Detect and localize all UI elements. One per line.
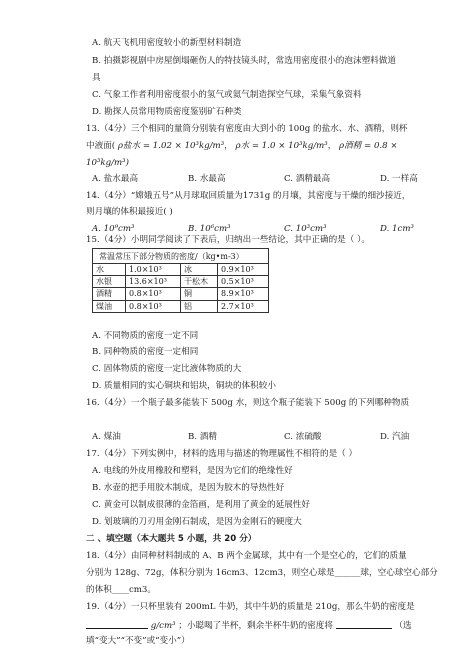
table-row xyxy=(93,288,269,300)
table-cell: 酒精 xyxy=(93,288,126,300)
q16-stem: 16.（4分）一个瓶子最多能装下 500g 水，则这个瓶子能装下 500g 的下列哪种物质 xyxy=(86,398,410,408)
q17-option-c: C. 黄金可以制成很薄的金箔画，是利用了黄金的延展性好 xyxy=(92,500,310,510)
table-cell: 煤油 xyxy=(93,300,126,312)
q12-option-c: C. 气象工作者利用密度很小的氢气或氦气制造探空气球，采集气象资料 xyxy=(92,90,362,100)
q14-option-d: D. 1cm³ xyxy=(380,224,414,234)
q16-option-c: C. 浓硫酸 xyxy=(284,432,322,442)
q13-stem-line3: 10³kg/m³) xyxy=(86,158,129,168)
table-cell: 冰 xyxy=(181,264,218,276)
q12-option-b-line2: 具 xyxy=(92,73,101,83)
table-cell: 1.0×10³ xyxy=(126,264,181,276)
q15-option-d: D. 质量相同的实心铜块和铝块，铜块的体积较小 xyxy=(92,381,276,391)
q15-option-b: B. 同种物质的密度一定相同 xyxy=(92,347,199,357)
table-cell: 0.8×10³ xyxy=(126,288,181,300)
table-cell: 0.8×10³ xyxy=(126,300,181,312)
q13-stem-line1: 13.（4分）三个相同的量筒分别装有密度由大到小的 100g 的盐水、水、酒精，则杯 xyxy=(86,124,408,134)
q16-option-b: B. 酒精 xyxy=(188,432,217,442)
density-table xyxy=(92,248,269,313)
q14-stem-line2: 则月壤的体积最接近( ) xyxy=(86,207,173,217)
q13-option-b: B. 水最高 xyxy=(188,174,226,184)
q12-option-a: A. 航天飞机用密度较小的新型材料制造 xyxy=(92,38,242,48)
q14-option-c: C. 10³cm³ xyxy=(284,224,327,234)
q12-option-d: D. 勘探人员常用物质密度鉴别矿石种类 xyxy=(92,107,242,117)
q19-stem-end: （选 xyxy=(394,621,412,631)
q15-option-a: A. 不同物质的密度一定不同 xyxy=(92,331,199,341)
table-cell: 水银 xyxy=(93,276,126,288)
q18-stem-line3: 的体积____cm3。 xyxy=(86,585,156,595)
q17-stem: 17.（4分）下列实例中，材料的选用与描述的物理属性不相符的是（ ） xyxy=(86,449,358,459)
q17-option-d: D. 划玻璃的刀刃用金刚石制成，是因为金刚石的硬度大 xyxy=(92,517,302,527)
table-row xyxy=(93,276,269,288)
q14-option-a: A. 10⁹cm³ xyxy=(92,224,135,234)
q13-rho-water: ρ水 = 1.0 × 10³kg/m³ xyxy=(235,141,328,151)
q16-option-d: D. 汽油 xyxy=(380,432,410,442)
density-table-title: 常温常压下部分物质的密度/（kg•m-3） xyxy=(93,249,269,264)
q13-option-d: D. 一样高 xyxy=(380,174,418,184)
q18-stem-line2: 分别为 128g、72g，体积分别为 16cm3、12cm3，则空心球是______球，空心球空心部分 xyxy=(86,568,438,578)
q19-stem-line3: 填“变大”“不变”或“变小”） xyxy=(86,636,190,646)
q15-option-c: C. 固体物质的密度一定比液体物质的大 xyxy=(92,364,242,374)
q15-stem: 15.（4分）小明同学阅读了下表后，归纳出一些结论，其中正确的是（ ）。 xyxy=(86,235,370,245)
table-cell: 13.6×10³ xyxy=(126,276,181,288)
section-heading-fill-blank: 二 、填空题（本大题共 5 小题，共 20 分） xyxy=(86,534,257,544)
q13-rho-alcohol: ρ酒精 = 0.8 × xyxy=(339,141,398,151)
q13-option-c: C. 酒精最高 xyxy=(284,174,331,184)
table-row xyxy=(93,264,269,276)
q19-stem-middle: ；小聪喝了半杯，剩余半杯牛奶的密度将 xyxy=(178,621,333,631)
table-cell: 0.5×10³ xyxy=(218,276,269,288)
q19-density-unit: g/cm³ xyxy=(150,621,176,631)
q19-stem-line1: 19.（4分）一只杯里装有 200mL 牛奶，其中牛奶的质量是 210g，那么牛奶的密度是 xyxy=(86,602,415,612)
q17-option-a: A. 电线的外皮用橡胶和塑料，是因为它们的绝缘性好 xyxy=(92,466,293,476)
q12-option-b-line1: B. 拍摄影视剧中房屋倒塌砸伤人的特技镜头时，常选用密度很小的泡沫塑料做道 xyxy=(92,56,396,66)
q13-stem-prefix: 中液面( xyxy=(86,141,116,151)
table-cell: 铜 xyxy=(181,288,218,300)
q19-answer-blank-density[interactable] xyxy=(86,619,148,629)
table-cell: 0.9×10³ xyxy=(218,264,269,276)
table-cell: 8.9×10³ xyxy=(218,288,269,300)
table-cell: 干松木 xyxy=(181,276,218,288)
q19-answer-blank-change[interactable] xyxy=(336,619,392,629)
q13-stem-line2: 中液面( ρ盐水 = 1.02 × 10³kg/m³， ρ水 = 1.0 × 10³kg/m³， ρ酒精 = 0.8 × xyxy=(86,141,398,151)
q16-option-a: A. 煤油 xyxy=(92,432,121,442)
q13-option-a: A. 盐水最高 xyxy=(92,174,139,184)
table-cell: 2.7×10³ xyxy=(218,300,269,312)
q13-rho-saltwater: ρ盐水 = 1.02 × 10³kg/m³ xyxy=(117,141,225,151)
q17-option-b: B. 水壶的把手用胶木制成，是因为胶木的导热性好 xyxy=(92,483,285,493)
table-row xyxy=(93,300,269,312)
table-cell: 铝 xyxy=(181,300,218,312)
q19-stem-line2 xyxy=(86,619,412,632)
q14-option-b: B. 10⁶cm³ xyxy=(188,224,231,234)
q18-stem-line1: 18.（4分）由同种材料制成的 A、B 两个金属球，其中有一个是空心的，它们的质量 xyxy=(86,551,407,561)
q14-stem-line1: 14.（4分）“嫦娥五号”从月球取回质量为1731g 的月壤，其密度与干燥的细沙接近， xyxy=(86,191,411,201)
table-cell: 水 xyxy=(93,264,126,276)
